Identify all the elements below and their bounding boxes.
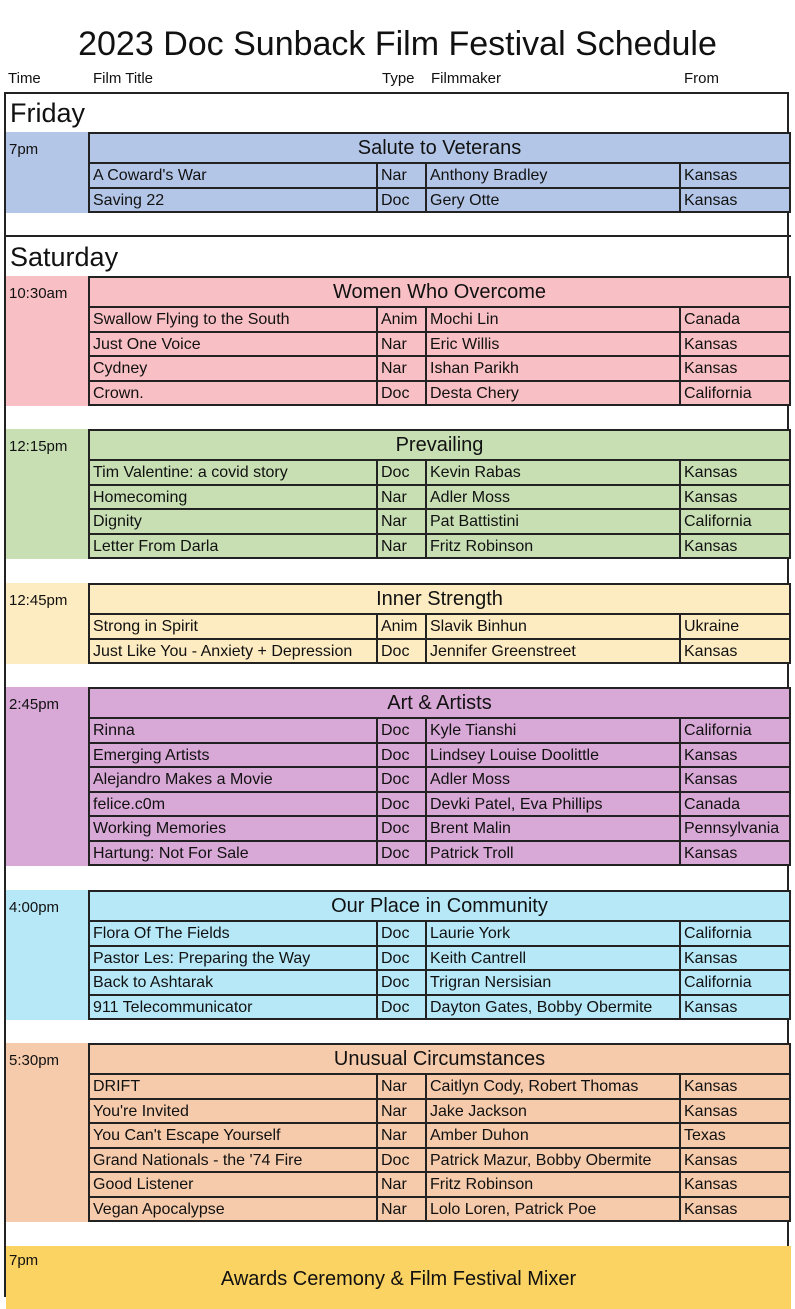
filmmaker: Ishan Parikh (427, 357, 681, 382)
film-row (88, 164, 791, 189)
film-title: Saving 22 (88, 189, 378, 214)
filmmaker: Laurie York (427, 922, 681, 947)
session-theme: Unusual Circumstances (88, 1043, 791, 1075)
film-type: Doc (378, 719, 427, 744)
time-slot: 7pm (6, 132, 90, 213)
col-header-filmmaker: Filmmaker (431, 70, 501, 87)
film-type: Doc (378, 842, 427, 867)
film-title: A Coward's War (88, 164, 378, 189)
filmmaker: Trigran Nersisian (427, 971, 681, 996)
film-origin: Kansas (681, 333, 791, 358)
film-type: Doc (378, 640, 427, 665)
time-slot: 2:45pm (6, 687, 90, 866)
film-type: Nar (378, 357, 427, 382)
session-theme: Salute to Veterans (88, 132, 791, 164)
film-type: Nar (378, 333, 427, 358)
film-origin: Kansas (681, 744, 791, 769)
filmmaker: Lindsey Louise Doolittle (427, 744, 681, 769)
film-title: Grand Nationals - the '74 Fire (88, 1149, 378, 1174)
finale-time: 7pm (9, 1252, 39, 1269)
film-type: Nar (378, 1124, 427, 1149)
film-type: Doc (378, 461, 427, 486)
time-slot: 5:30pm (6, 1043, 90, 1222)
film-row (88, 640, 791, 665)
film-row (88, 357, 791, 382)
film-title: Crown. (88, 382, 378, 407)
film-origin: Kansas (681, 947, 791, 972)
session-block (88, 583, 791, 664)
film-title: Pastor Les: Preparing the Way (88, 947, 378, 972)
session-block (88, 276, 791, 406)
film-type: Nar (378, 164, 427, 189)
film-title: Letter From Darla (88, 535, 378, 560)
time-slot: 12:45pm (6, 583, 90, 664)
film-title: You Can't Escape Yourself (88, 1124, 378, 1149)
filmmaker: Fritz Robinson (427, 535, 681, 560)
film-row (88, 1100, 791, 1125)
film-row (88, 333, 791, 358)
film-origin: Kansas (681, 640, 791, 665)
film-type: Doc (378, 768, 427, 793)
film-origin: Kansas (681, 1100, 791, 1125)
session-theme: Inner Strength (88, 583, 791, 615)
filmmaker: Patrick Mazur, Bobby Obermite (427, 1149, 681, 1174)
film-origin: Ukraine (681, 615, 791, 640)
film-row (88, 1075, 791, 1100)
filmmaker: Pat Battistini (427, 510, 681, 535)
filmmaker: Lolo Loren, Patrick Poe (427, 1198, 681, 1223)
film-type: Nar (378, 535, 427, 560)
film-row (88, 382, 791, 407)
film-row (88, 719, 791, 744)
film-row (88, 971, 791, 996)
film-row (88, 1198, 791, 1223)
film-origin: California (681, 922, 791, 947)
film-row (88, 486, 791, 511)
film-row (88, 510, 791, 535)
film-title: Good Listener (88, 1173, 378, 1198)
film-type: Doc (378, 1149, 427, 1174)
col-header-title: Film Title (93, 70, 153, 87)
day-heading-saturday: Saturday (10, 242, 119, 272)
film-title: Rinna (88, 719, 378, 744)
film-origin: Kansas (681, 461, 791, 486)
time-slot: 4:00pm (6, 890, 90, 1020)
film-type: Nar (378, 1173, 427, 1198)
film-origin: Texas (681, 1124, 791, 1149)
film-origin: California (681, 971, 791, 996)
filmmaker: Jennifer Greenstreet (427, 640, 681, 665)
film-type: Doc (378, 382, 427, 407)
film-title: Flora Of The Fields (88, 922, 378, 947)
film-origin: Kansas (681, 1075, 791, 1100)
film-type: Nar (378, 1100, 427, 1125)
day-divider (4, 235, 791, 237)
filmmaker: Amber Duhon (427, 1124, 681, 1149)
film-origin: Kansas (681, 1173, 791, 1198)
filmmaker: Jake Jackson (427, 1100, 681, 1125)
film-title: Homecoming (88, 486, 378, 511)
film-title: DRIFT (88, 1075, 378, 1100)
film-origin: Kansas (681, 189, 791, 214)
film-row (88, 768, 791, 793)
col-header-type: Type (382, 70, 415, 87)
film-row (88, 996, 791, 1021)
session-theme: Women Who Overcome (88, 276, 791, 308)
filmmaker: Kevin Rabas (427, 461, 681, 486)
film-origin: Kansas (681, 357, 791, 382)
film-origin: Kansas (681, 1149, 791, 1174)
session-block (88, 429, 791, 559)
time-slot: 12:15pm (6, 429, 90, 559)
film-title: Dignity (88, 510, 378, 535)
session-block (88, 890, 791, 1020)
film-title: Cydney (88, 357, 378, 382)
film-row (88, 842, 791, 867)
film-origin: Canada (681, 793, 791, 818)
session-block (88, 132, 791, 213)
film-origin: Kansas (681, 164, 791, 189)
film-type: Doc (378, 817, 427, 842)
col-header-time: Time (8, 70, 41, 87)
film-title: Back to Ashtarak (88, 971, 378, 996)
finale-band (6, 1246, 791, 1309)
film-origin: Kansas (681, 1198, 791, 1223)
film-origin: Kansas (681, 535, 791, 560)
film-type: Nar (378, 486, 427, 511)
filmmaker: Keith Cantrell (427, 947, 681, 972)
film-type: Doc (378, 947, 427, 972)
session-theme: Prevailing (88, 429, 791, 461)
film-type: Nar (378, 1198, 427, 1223)
filmmaker: Adler Moss (427, 486, 681, 511)
film-type: Anim (378, 615, 427, 640)
filmmaker: Kyle Tianshi (427, 719, 681, 744)
film-origin: California (681, 510, 791, 535)
filmmaker: Gery Otte (427, 189, 681, 214)
filmmaker: Slavik Binhun (427, 615, 681, 640)
film-type: Nar (378, 1075, 427, 1100)
film-row (88, 1149, 791, 1174)
film-row (88, 947, 791, 972)
session-block (88, 687, 791, 866)
film-origin: Kansas (681, 768, 791, 793)
filmmaker: Anthony Bradley (427, 164, 681, 189)
film-row (88, 1173, 791, 1198)
film-origin: Pennsylvania (681, 817, 791, 842)
filmmaker: Fritz Robinson (427, 1173, 681, 1198)
film-type: Doc (378, 996, 427, 1021)
film-title: Just One Voice (88, 333, 378, 358)
film-type: Doc (378, 922, 427, 947)
filmmaker: Desta Chery (427, 382, 681, 407)
film-title: Alejandro Makes a Movie (88, 768, 378, 793)
film-origin: California (681, 382, 791, 407)
film-title: Swallow Flying to the South (88, 308, 378, 333)
film-origin: Canada (681, 308, 791, 333)
film-type: Doc (378, 971, 427, 996)
film-row (88, 615, 791, 640)
filmmaker: Adler Moss (427, 768, 681, 793)
film-row (88, 308, 791, 333)
film-title: 911 Telecommunicator (88, 996, 378, 1021)
film-title: You're Invited (88, 1100, 378, 1125)
film-origin: California (681, 719, 791, 744)
filmmaker: Devki Patel, Eva Phillips (427, 793, 681, 818)
film-row (88, 189, 791, 214)
filmmaker: Eric Willis (427, 333, 681, 358)
film-origin: Kansas (681, 996, 791, 1021)
film-type: Anim (378, 308, 427, 333)
film-type: Doc (378, 744, 427, 769)
time-slot: 10:30am (6, 276, 90, 406)
film-origin: Kansas (681, 486, 791, 511)
film-row (88, 1124, 791, 1149)
session-theme: Art & Artists (88, 687, 791, 719)
film-type: Nar (378, 510, 427, 535)
film-title: Working Memories (88, 817, 378, 842)
film-row (88, 817, 791, 842)
filmmaker: Mochi Lin (427, 308, 681, 333)
film-row (88, 922, 791, 947)
film-row (88, 793, 791, 818)
filmmaker: Patrick Troll (427, 842, 681, 867)
session-block (88, 1043, 791, 1222)
film-title: Just Like You - Anxiety + Depression (88, 640, 378, 665)
film-row (88, 535, 791, 560)
filmmaker: Dayton Gates, Bobby Obermite (427, 996, 681, 1021)
film-type: Doc (378, 793, 427, 818)
col-header-from: From (684, 70, 719, 87)
film-title: felice.c0m (88, 793, 378, 818)
session-theme: Our Place in Community (88, 890, 791, 922)
filmmaker: Caitlyn Cody, Robert Thomas (427, 1075, 681, 1100)
film-row (88, 744, 791, 769)
film-origin: Kansas (681, 842, 791, 867)
page-title: 2023 Doc Sunback Film Festival Schedule (78, 25, 717, 63)
filmmaker: Brent Malin (427, 817, 681, 842)
film-row (88, 461, 791, 486)
day-heading-friday: Friday (10, 98, 86, 128)
finale-event: Awards Ceremony & Film Festival Mixer (220, 1268, 577, 1290)
film-title: Vegan Apocalypse (88, 1198, 378, 1223)
film-title: Emerging Artists (88, 744, 378, 769)
film-title: Hartung: Not For Sale (88, 842, 378, 867)
film-title: Strong in Spirit (88, 615, 378, 640)
film-title: Tim Valentine: a covid story (88, 461, 378, 486)
film-type: Doc (378, 189, 427, 214)
